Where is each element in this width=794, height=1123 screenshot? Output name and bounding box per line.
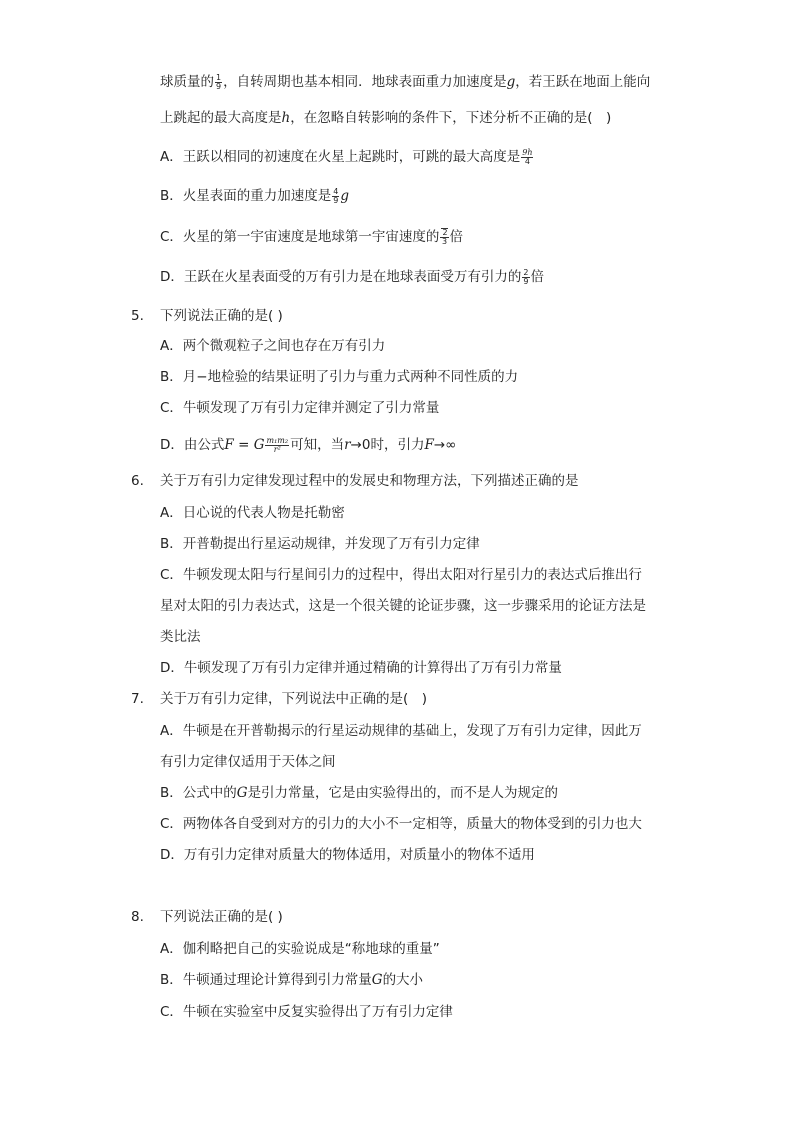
option-text: 是引力常量，它是由实验得出的，而不是人为规定的 [247,785,559,801]
q7-option-a-line-2: 有引力定律仅适用于天体之间 [160,754,336,770]
q4-option-d [160,266,544,288]
q4-stem-line-2 [160,107,611,129]
fraction: $\frac{9h}{4}$ [522,147,533,166]
math-op: = [233,437,254,453]
option-text: B．火星表面的重力加速度是 [160,188,332,204]
question-number: 8. [131,909,144,925]
fraction: $\frac{2}{3}$ [441,228,448,246]
option-text: 的大小 [382,972,424,988]
option-text: 倍 [530,269,544,285]
q7-option-d: D．万有引力定律对质量大的物体适用，对质量小的物体不适用 [160,847,535,863]
option-text: A．王跃以相同的初速度在火星上起跳时，可跳的最大高度是 [160,149,521,165]
q6-option-a: A．日心说的代表人物是托勒密 [160,505,345,521]
math-var: g [340,188,350,204]
q6-option-d: D．牛顿发现了万有引力定律并通过精确的计算得出了万有引力常量 [160,660,562,676]
math-var: F [424,437,434,453]
q4-stem-text: 球质量的 [160,74,214,90]
q7-option-c: C．两物体各自受到对方的引力的大小不一定相等，质量大的物体受到的引力也大 [160,816,642,832]
fraction: $\frac{4}{9}$ [333,186,339,205]
option-text: C．火星的第一宇宙速度是地球第一宇宙速度的 [160,229,440,245]
q6-option-b: B．开普勒提出行星运动规律，并发现了万有引力定律 [160,536,480,552]
q6-stem: 关于万有引力定律发现过程中的发展史和物理方法，下列描述正确的是 [160,473,579,489]
q5-stem: 下列说法正确的是( ) [160,308,283,324]
option-text: 可知，当 [290,437,345,453]
math-var: r [344,437,351,453]
math-var: G [236,785,248,801]
q5-option-b: B．月−地检验的结果证明了引力与重力式两种不同性质的力 [160,369,519,385]
q4-stem-text: 上跳起的最大高度是 [160,110,282,126]
fraction: $\frac{1}{9}$ [216,72,222,91]
q4-option-a [160,146,534,168]
question-number: 6. [131,473,144,489]
q4-option-c [160,226,463,248]
q6-option-c-line-1: C．牛顿发现太阳与行星间引力的过程中，得出太阳对行星引力的表达式后推出行 [160,567,642,583]
fraction: $\frac{\text{m₁m₂}}{\text{r²}}$ [266,435,289,454]
question-number: 5. [131,308,144,324]
q4-stem-text: ，自转周期也基本相同．地球表面重力加速度是 [223,74,507,90]
math-var: G [253,437,265,453]
option-text: B．牛顿通过理论计算得到引力常量 [160,972,372,988]
math-var: G [371,972,383,988]
fraction: $\frac{2}{9}$ [523,267,529,286]
q4-option-b [160,185,349,207]
q8-option-b [160,969,423,991]
q7-stem: 关于万有引力定律，下列说法中正确的是( ) [160,691,428,707]
math-var: F [224,437,234,453]
q8-stem: 下列说法正确的是( ) [160,909,283,925]
q8-option-a: A．伽利略把自己的实验说成是“称地球的重量” [160,941,440,957]
q6-option-c-line-2: 星对太阳的引力表达式，这是一个很关键的论证步骤，这一步骤采用的论证方法是 [160,598,646,614]
q4-stem-text: ，若王跃在地面上能向 [515,74,651,90]
q5-option-c: C．牛顿发现了万有引力定律并测定了引力常量 [160,400,440,416]
q5-option-a: A．两个微观粒子之间也存在万有引力 [160,338,386,354]
math-op: →∞ [433,437,457,453]
math-var: g [506,74,516,90]
option-text: →0时，引力 [350,437,425,453]
option-text: D．由公式 [160,437,225,453]
sqrt-sign: 2 [442,228,448,237]
q5-option-d [160,434,456,456]
q7-option-a-line-1: A．牛顿是在开普勒揭示的行星运动规律的基础上，发现了万有引力定律，因此万 [160,723,642,739]
question-number: 7. [131,691,144,707]
q6-option-c-line-3: 类比法 [160,629,201,645]
option-text: 倍 [449,229,464,245]
option-text: B．公式中的 [160,785,237,801]
q4-stem-text: ，在忽略自转影响的条件下，下述分析不正确的是( ) [290,110,612,126]
option-text: D．王跃在火星表面受的万有引力是在地球表面受万有引力的 [160,269,522,285]
q4-stem-line-1 [160,71,650,93]
math-var: h [281,110,291,126]
q7-option-b [160,782,558,804]
q8-option-c: C．牛顿在实验室中反复实验得出了万有引力定律 [160,1004,453,1020]
